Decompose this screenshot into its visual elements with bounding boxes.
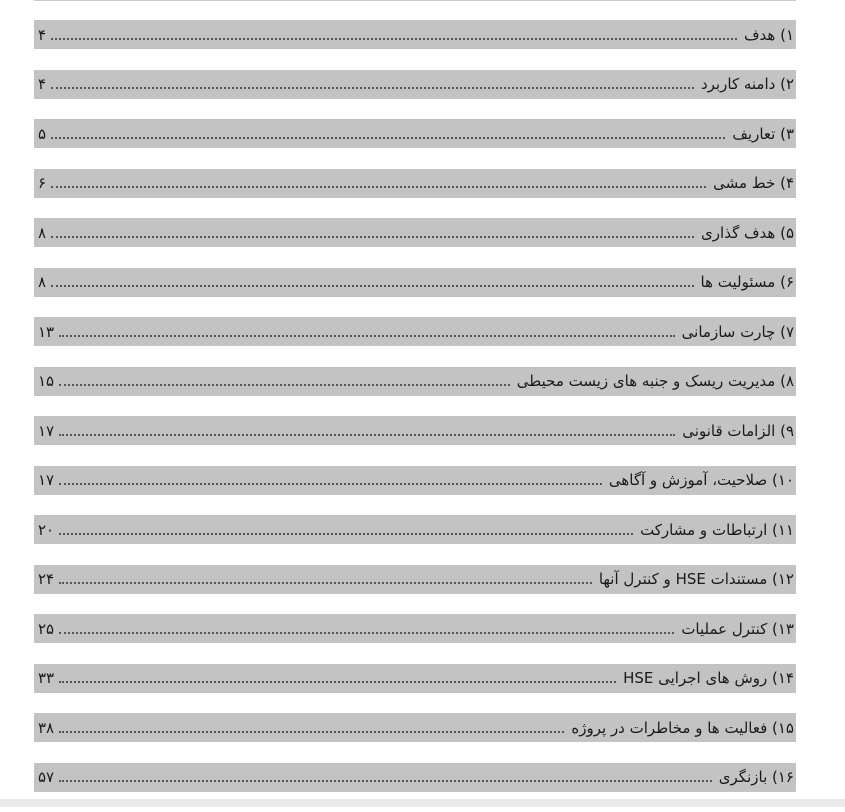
toc-entry-page-number: ۴ [38, 25, 47, 44]
dot-leader [59, 335, 675, 337]
toc-entry-title: ۱۲) مستندات HSE و کنترل آنها [598, 570, 794, 588]
dot-leader [59, 731, 564, 733]
dot-leader [59, 582, 592, 584]
toc-entry-page-number: ۳۸ [38, 718, 55, 737]
table-of-contents [34, 20, 796, 812]
dot-leader [51, 87, 694, 89]
toc-entry-legal-requirements[interactable] [34, 416, 796, 445]
toc-entry-communication[interactable] [34, 515, 796, 544]
dot-leader [59, 533, 633, 535]
toc-entry-page-number: ۸ [38, 223, 47, 242]
dot-leader [51, 186, 706, 188]
toc-entry-title: ۱۱) ارتباطات و مشارکت [640, 520, 794, 539]
toc-entry-competence-training[interactable] [34, 466, 796, 495]
toc-entry-responsibilities[interactable] [34, 268, 796, 297]
toc-entry-title: ۱۳) کنترل عملیات [681, 619, 794, 638]
toc-entry-goal-setting[interactable] [34, 218, 796, 247]
dot-leader [59, 434, 675, 436]
toc-entry-page-number: ۶ [38, 174, 47, 192]
toc-entry-title: ۱۵) فعالیت ها و مخاطرات در پروژه [571, 718, 794, 737]
dot-leader [51, 137, 725, 139]
dot-leader [51, 236, 694, 238]
dot-leader [59, 632, 674, 634]
toc-entry-page-number: ۵ [38, 124, 47, 143]
toc-entry-scope[interactable] [34, 70, 796, 99]
toc-entry-definitions[interactable] [34, 119, 796, 148]
dot-leader [59, 483, 602, 485]
toc-entry-title: ۹) الزامات قانونی [682, 421, 794, 440]
toc-entry-title: ۱۴) روش های اجرایی HSE [623, 669, 794, 687]
dot-leader [59, 780, 712, 782]
toc-entry-page-number: ۸ [38, 273, 47, 291]
toc-entry-title: ۱۰) صلاحیت، آموزش و آگاهی [608, 471, 794, 489]
toc-entry-org-chart[interactable] [34, 317, 796, 346]
toc-entry-title: ۸) مدیریت ریسک و جنبه های زیست محیطی [516, 372, 794, 390]
toc-entry-page-number: ۱۳ [38, 322, 55, 341]
toc-entry-hse-procedures[interactable] [34, 664, 796, 693]
toc-entry-title: ۳) تعاریف [732, 124, 794, 143]
toc-entry-title: ۱) هدف [743, 25, 794, 44]
toc-entry-risk-management[interactable] [34, 367, 796, 396]
toc-entry-page-number: ۲۴ [38, 570, 55, 588]
dot-leader [59, 384, 510, 386]
toc-entry-policy[interactable] [34, 169, 796, 198]
dot-leader [51, 38, 737, 40]
toc-entry-title: ۷) چارت سازمانی [681, 322, 794, 341]
toc-entry-page-number: ۱۵ [38, 372, 55, 390]
toc-entry-title: ۵) هدف گذاری [701, 223, 794, 242]
page-bottom-band [0, 799, 845, 807]
toc-entry-title: ۱۶) بازنگری [718, 768, 794, 786]
toc-entry-page-number: ۴ [38, 75, 47, 93]
top-divider [34, 0, 796, 1]
toc-entry-project-hazards[interactable] [34, 713, 796, 742]
toc-entry-review[interactable] [34, 763, 796, 792]
toc-entry-page-number: ۳۳ [38, 669, 55, 687]
toc-entry-objective[interactable] [34, 20, 796, 49]
toc-entry-page-number: ۱۷ [38, 471, 55, 489]
toc-entry-title: ۲) دامنه کاربرد [701, 75, 794, 93]
toc-entry-title: ۶) مسئولیت ها [700, 273, 794, 291]
toc-entry-operations-control[interactable] [34, 614, 796, 643]
dot-leader [51, 285, 693, 287]
toc-entry-page-number: ۱۷ [38, 421, 55, 440]
toc-entry-page-number: ۲۰ [38, 520, 55, 539]
dot-leader [59, 681, 616, 683]
toc-entry-page-number: ۲۵ [38, 619, 55, 638]
toc-entry-page-number: ۵۷ [38, 768, 55, 786]
toc-entry-title: ۴) خط مشی [713, 174, 794, 192]
toc-entry-hse-documents[interactable] [34, 565, 796, 594]
